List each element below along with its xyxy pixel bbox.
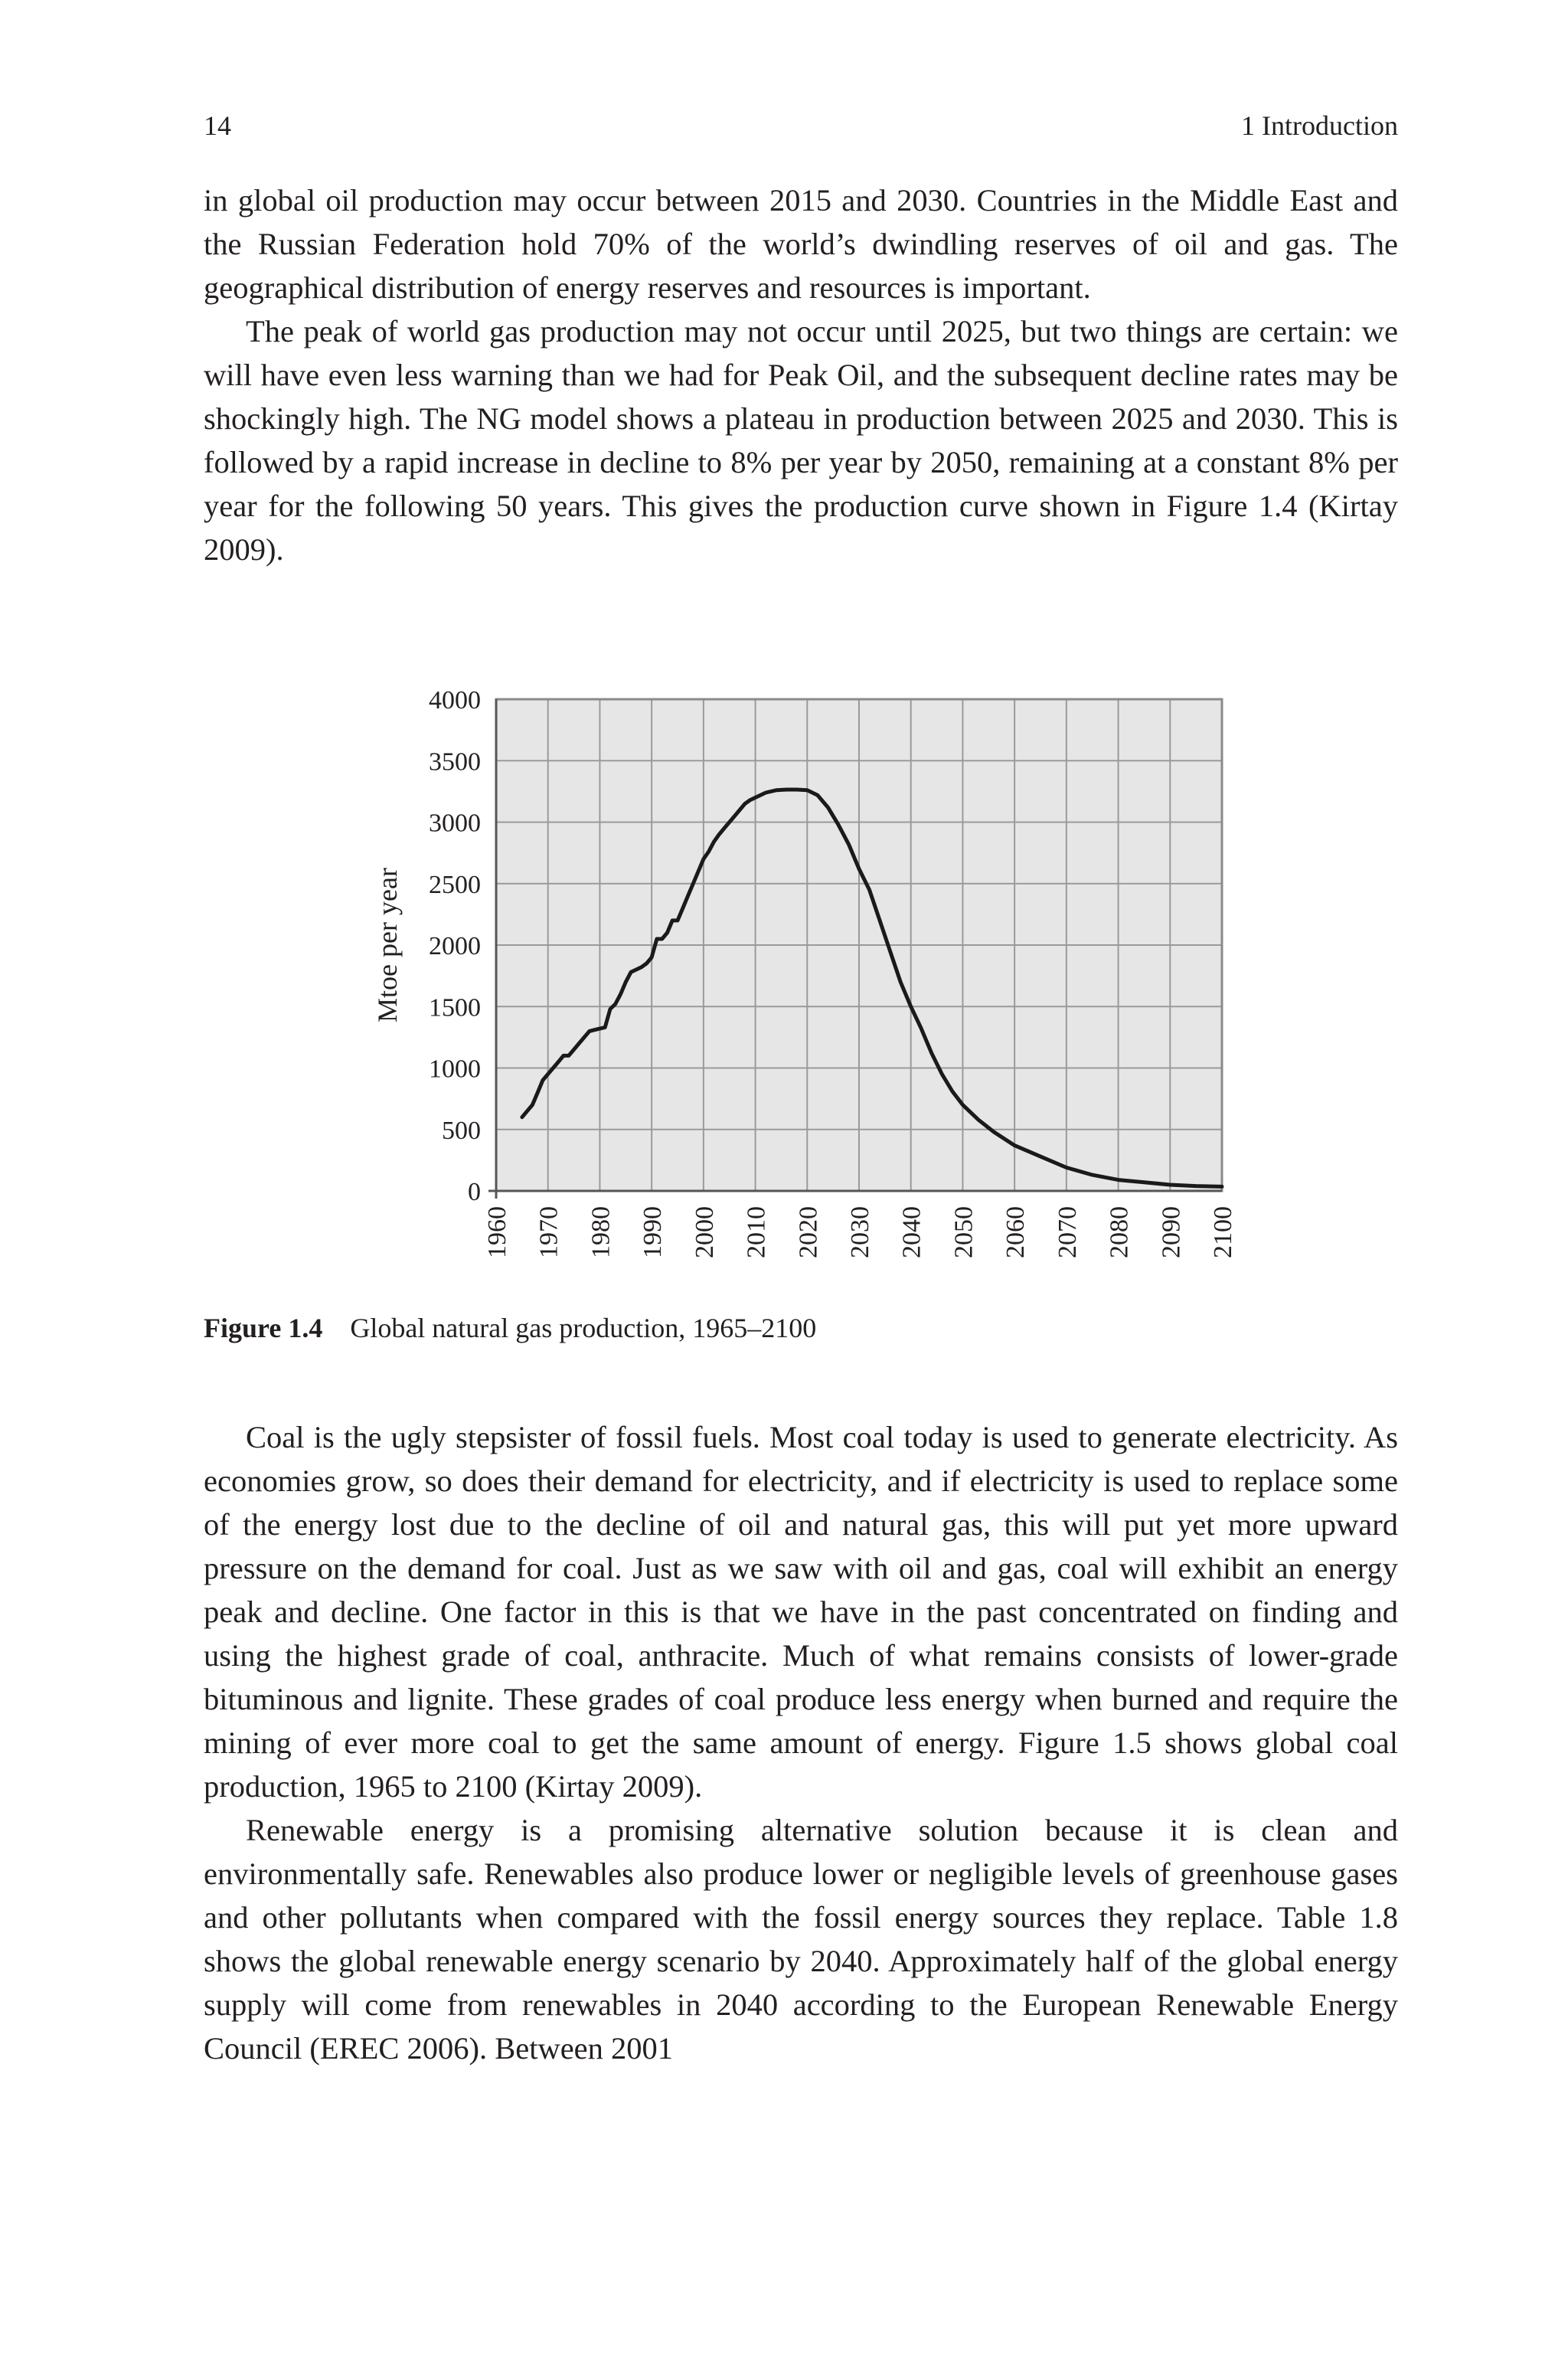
x-tick-label: 2090 (1157, 1206, 1186, 1258)
y-tick-label: 3000 (429, 809, 481, 838)
x-tick-label: 2030 (846, 1206, 874, 1258)
x-tick-label: 2060 (1001, 1206, 1031, 1258)
x-tick-label: 2050 (949, 1206, 978, 1258)
x-tick-label: 2100 (1209, 1206, 1237, 1258)
x-tick-label: 2080 (1105, 1206, 1134, 1258)
y-tick-label: 1500 (429, 993, 481, 1022)
y-tick-labels (429, 686, 481, 1206)
x-tick-labels (483, 1206, 1237, 1258)
gas-production-chart (352, 678, 1256, 1290)
y-tick-label: 1000 (429, 1055, 481, 1084)
x-tick-label: 1960 (483, 1206, 511, 1258)
paragraph: Coal is the ugly stepsister of fossil fuels. Most coal today is used to generate electricity. As economies grow, so does their demand for electricity, and if electricity is used to replace some of the energy lost due to the decline of oil and natural gas, this will put yet more upward pressure on the demand for coal. Just as we saw with oil and gas, coal will exhibit an energy peak and decline. One factor in this is that we have in the past concentrated on finding and using the highest grade of coal, anthracite. Much of what remains consists of lower-grade bituminous and lignite. These grades of coal produce less energy when burned and require the mining of ever more coal to get the same amount of energy. Figure 1.5 shows global coal production, 1965 to 2100 (Kirtay 2009). (204, 1420, 1398, 1804)
x-tick-label: 2040 (897, 1206, 926, 1258)
x-tick-label: 1990 (639, 1206, 668, 1258)
figure-caption-text: Global natural gas production, 1965–2100 (350, 1313, 817, 1343)
x-tick-label: 2000 (690, 1206, 719, 1258)
x-tick-label: 1970 (534, 1206, 564, 1258)
y-tick-label: 2500 (429, 870, 481, 899)
body-text-top (204, 178, 1398, 571)
y-tick-label: 4000 (429, 686, 481, 715)
x-tick-label: 2010 (742, 1206, 771, 1258)
page-number: 14 (204, 110, 231, 141)
x-tick-label: 2070 (1053, 1206, 1082, 1258)
x-tick-label: 2020 (794, 1206, 823, 1258)
y-tick-label: 0 (468, 1178, 481, 1206)
running-head (204, 107, 1398, 144)
figure-label: Figure 1.4 (204, 1313, 323, 1343)
paragraph: Renewable energy is a promising alternative solution because it is clean and environmentally safe. Renewables also produce lower or negligible levels of greenhouse gases and other pollutants when compared with the fossil energy sources they replace. Table 1.8 shows the global renewable energy scenario by 2040. Approximately half of the global energy supply will come from renewables in 2040 according to the European Renewable Energy Council (EREC 2006). Between 2001 (204, 1813, 1398, 2066)
y-tick-label: 500 (442, 1116, 481, 1145)
x-tick-label: 1980 (586, 1206, 616, 1258)
y-tick-label: 2000 (429, 932, 481, 960)
paragraph: in global oil production may occur between 2015 and 2030. Countries in the Middle East and the Russian Federation hold 70% of the world’s dwindling reserves of oil and gas. The geographical distribution of energy reserves and resources is important. (204, 183, 1398, 305)
y-axis-label: Mtoe per year (372, 868, 403, 1022)
chapter-title: 1 Introduction (1241, 110, 1398, 141)
figure-caption (204, 1310, 816, 1346)
paragraph: The peak of world gas production may not occur until 2025, but two things are certain: we will have even less warning than we had for Peak Oil, and the subsequent decline rates may be shockingly high. The NG model shows a plateau in production between 2025 and 2030. This is followed by a rapid increase in decline to 8% per year by 2050, remaining at a constant 8% per year for the following 50 years. This gives the production curve shown in Figure 1.4 (Kirtay 2009). (204, 314, 1398, 567)
body-text-bottom (204, 1415, 1398, 2070)
y-tick-label: 3500 (429, 747, 481, 777)
